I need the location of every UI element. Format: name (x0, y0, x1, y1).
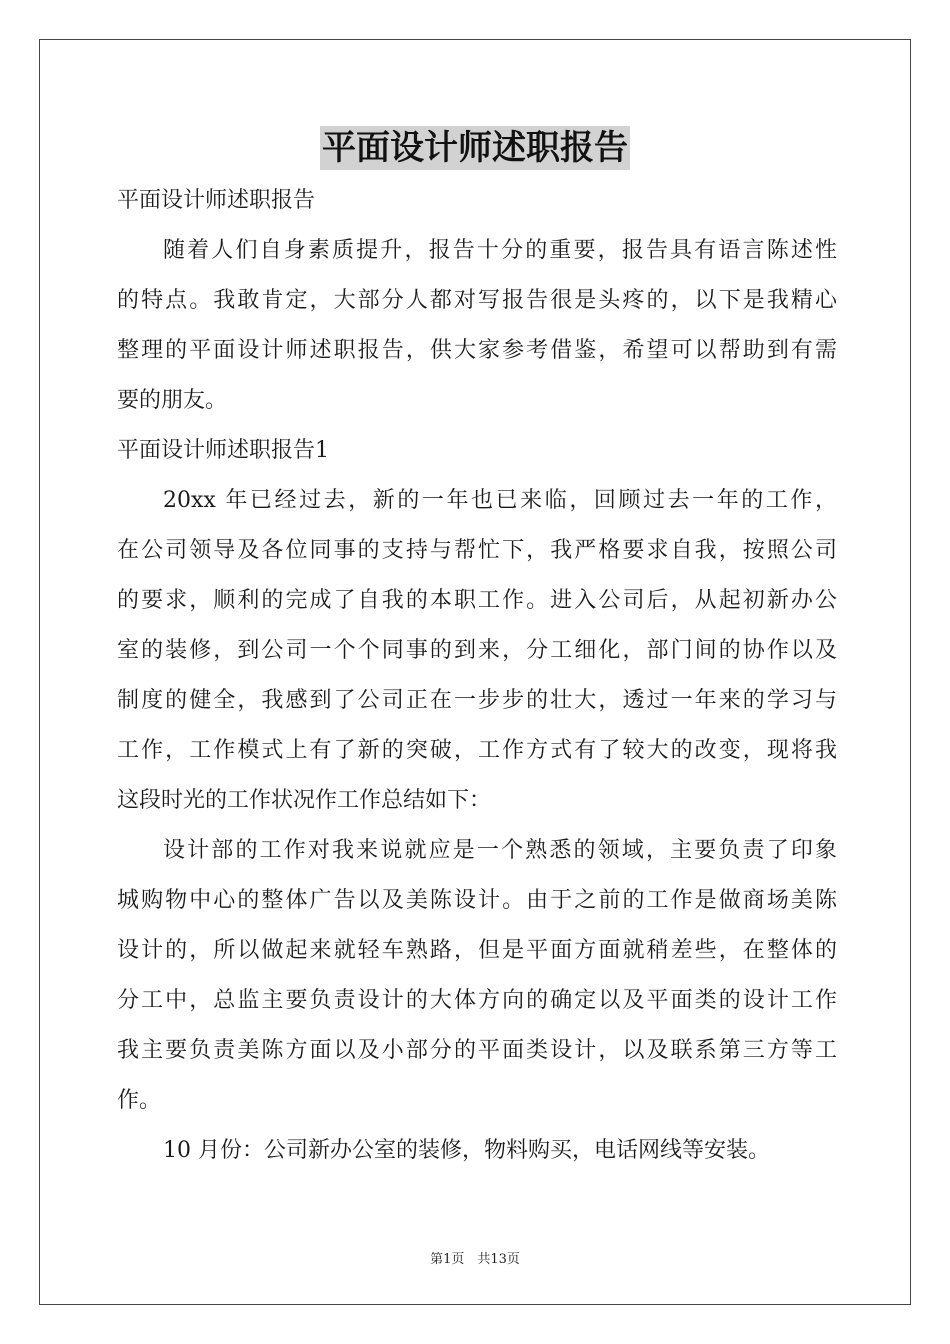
document-title: 平面设计师述职报告 (322, 128, 628, 168)
paragraph-line: 的要求，顺利的完成了自我的本职工作。进入公司后，从起初新办公 (117, 588, 837, 613)
intro-line: 整理的平面设计师述职报告，供大家参考借鉴，希望可以帮助到有需 (117, 338, 837, 363)
paragraph-line: 分工中，总监主要负责设计的大体方向的确定以及平面类的设计工作 (117, 988, 837, 1013)
paragraph-line: 工作，工作模式上有了新的突破，工作方式有了较大的改变，现将我 (117, 738, 837, 763)
paragraph-line: 室的装修，到公司一个个同事的到来，分工细化，部门间的协作以及 (117, 638, 837, 663)
paragraph-line: 我主要负责美陈方面以及小部分的平面类设计，以及联系第三方等工 (117, 1038, 837, 1063)
intro-line: 要的朋友。 (117, 388, 228, 413)
paragraph-line: 这段时光的工作状况作工作总结如下： (117, 788, 492, 813)
paragraph-line: 设计的，所以做起来就轻车熟路，但是平面方面就稍差些，在整体的 (117, 938, 837, 963)
intro-line: 的特点。我敢肯定，大部分人都对写报告很是头疼的，以下是我精心 (117, 288, 837, 313)
paragraph-line: 城购物中心的整体广告以及美陈设计。由于之前的工作是做商场美陈 (117, 888, 837, 913)
paragraph-line: 10 月份：公司新办公室的装修，物料购买，电话网线等安装。 (163, 1138, 770, 1163)
document-subtitle: 平面设计师述职报告 (117, 188, 316, 213)
paragraph-line: 作。 (117, 1088, 162, 1113)
paragraph-line: 设计部的工作对我来说就应是一个熟悉的领域，主要负责了印象 (163, 838, 837, 863)
section-heading: 平面设计师述职报告1 (117, 438, 329, 463)
document-body (117, 176, 837, 1176)
paragraph-line: 在公司领导及各位同事的支持与帮忙下，我严格要求自我，按照公司 (117, 538, 837, 563)
paragraph-line: 制度的健全，我感到了公司正在一步步的壮大，透过一年来的学习与 (117, 688, 837, 713)
document-title-wrapper (0, 126, 950, 172)
paragraph-line: 20xx 年已经过去，新的一年也已来临，回顾过去一年的工作， (163, 488, 837, 513)
page-number: 第1页 共13页 (430, 1252, 520, 1267)
intro-line: 随着人们自身素质提升，报告十分的重要，报告具有语言陈述性 (163, 238, 837, 263)
